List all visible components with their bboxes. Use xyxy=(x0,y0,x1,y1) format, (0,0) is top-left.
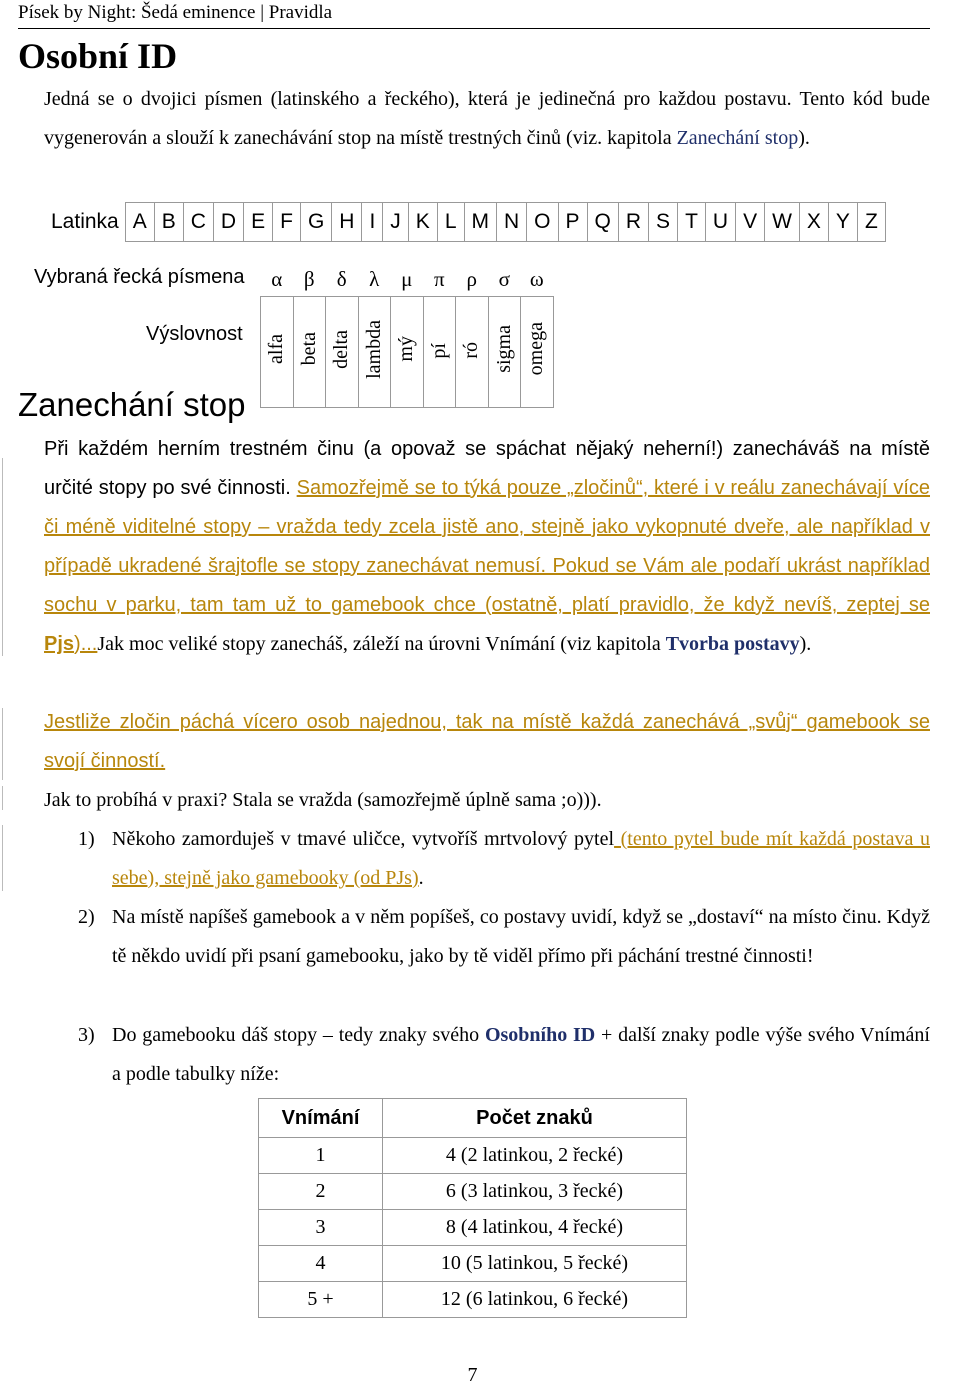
latin-letter-cell: G xyxy=(300,203,331,242)
list-item: 2) Na místě napíšeš gamebook a v něm popíšeš, co postavy uvidí, když se „dostaví“ na místo činu. Když tě někdo uvidí při psaní gamebooku, jako by tě viděl přímo při páchání trestné činnosti! xyxy=(78,906,930,967)
list-item: 1) Někoho zamorduješ v tmavé uličce, vytvoříš mrtvolový pytel (tento pytel bude mít každá postava u sebe), stejně jako gamebooky (od PJs). xyxy=(78,828,930,889)
latin-letter-cell: B xyxy=(154,203,183,242)
paragraph-praxe: Jak to probíhá v praxi? Stala se vražda (samozřejmě úplně sama ;o))). xyxy=(44,789,602,811)
pronunciation-cell xyxy=(391,297,424,408)
latin-letter-cell: E xyxy=(244,203,273,242)
table-row: 4 10 (5 latinkou, 5 řecké) xyxy=(259,1246,687,1282)
greek-letter-cell: δ xyxy=(336,266,347,291)
latin-letter-cell: M xyxy=(464,203,497,242)
greek-letter-cell: ω xyxy=(529,266,544,291)
latin-letter-cell: L xyxy=(437,203,464,242)
latin-alphabet-table xyxy=(44,202,886,242)
pronunciation-label: Výslovnost xyxy=(146,323,243,345)
latin-letter-cell: F xyxy=(273,203,301,242)
table-header: Vnímání xyxy=(259,1099,383,1138)
pronunciation-text: pí xyxy=(427,342,450,359)
latin-letter-cell: W xyxy=(765,203,800,242)
greek-letter-cell: π xyxy=(433,266,445,291)
revision-bar xyxy=(2,708,3,780)
latin-letter-cell: S xyxy=(649,203,678,242)
pronunciation-cell xyxy=(293,297,326,408)
running-header: Písek by Night: Šedá eminence | Pravidla xyxy=(18,2,333,23)
greek-letter-cell: σ xyxy=(498,266,510,291)
latin-letter-cell: Z xyxy=(857,203,885,242)
table-header: Počet znaků xyxy=(383,1099,687,1138)
latin-label: Latinka xyxy=(51,210,119,233)
section-title-osobni-id: Osobní ID xyxy=(18,36,178,76)
latin-letter-cell: V xyxy=(736,203,765,242)
pronunciation-cell xyxy=(423,297,456,408)
greek-letter-cell: μ xyxy=(401,266,413,291)
link-osobni-id[interactable]: Osobního ID xyxy=(484,1024,596,1046)
greek-letter-cell: λ xyxy=(369,266,380,291)
greek-letter-cell: α xyxy=(271,266,283,291)
paragraph-stopy: Při každém herním trestném činu (a opovaž se spáchat nějaký neherní!) zanecháváš na místě určité stopy po své činnosti. Samozřejmě se to týká pouze „zločinů“, které i v reálu zanechávají více či méně viditelné stopy – vražda tedy zcela jistě ano, stejně jako vykopnuté dveře, ale například v případě ukradené šrajtofle se stopy zanechávat nemusí. Pokud se Vám ale podaří ukrást například sochu v parku, tam tam už to gamebook chce (ostatně, platí pravidlo, že když nevíš, zeptej se Pjs)...Jak moc veliké stopy zanecháš, záleží na úrovni Vnímání (viz kapitola Tvorba postavy). xyxy=(44,438,930,655)
pronunciation-text: ró xyxy=(460,341,483,359)
greek-letter-cell: β xyxy=(303,266,315,291)
pronunciation-cell xyxy=(358,297,391,408)
pronunciation-cell xyxy=(488,297,521,408)
link-tvorba-postavy[interactable]: Tvorba postavy xyxy=(665,633,800,655)
latin-letter-cell: U xyxy=(705,203,735,242)
latin-letter-cell: O xyxy=(527,203,558,242)
pronunciation-text: omega xyxy=(525,322,548,376)
pronunciation-cell xyxy=(326,297,359,408)
pronunciation-text: delta xyxy=(330,329,353,369)
greek-letter-cell: ρ xyxy=(466,266,477,291)
table-row: 2 6 (3 latinkou, 3 řecké) xyxy=(259,1174,687,1210)
revision-bar xyxy=(2,786,3,810)
pronunciation-text: alfa xyxy=(265,334,288,364)
latin-letter-cell: X xyxy=(799,203,828,242)
section-title-zanechani-stop: Zanechání stop xyxy=(18,386,246,423)
latin-letter-cell: R xyxy=(618,203,648,242)
latin-letter-cell: T xyxy=(678,203,706,242)
vnimani-table xyxy=(258,1098,687,1318)
latin-letter-cell: C xyxy=(183,203,213,242)
page-number: 7 xyxy=(467,1364,478,1386)
table-row: 3 8 (4 latinkou, 4 řecké) xyxy=(259,1210,687,1246)
pronunciation-cell xyxy=(456,297,489,408)
link-zanechani-stop[interactable]: Zanechání stop xyxy=(676,127,799,149)
latin-letter-cell: J xyxy=(383,203,409,242)
latin-letter-cell: Y xyxy=(828,203,857,242)
latin-letter-cell: A xyxy=(125,203,154,242)
table-row: 5 + 12 (6 latinkou, 6 řecké) xyxy=(259,1282,687,1318)
pronunciation-cell xyxy=(521,297,554,408)
pronunciation-text: lambda xyxy=(362,319,385,379)
greek-letters-table xyxy=(260,262,554,408)
pronunciation-text: beta xyxy=(297,332,320,366)
pronunciation-cell xyxy=(261,297,294,408)
pronunciation-text: sigma xyxy=(492,325,515,373)
latin-letter-cell: H xyxy=(332,203,362,242)
header-rule xyxy=(18,28,930,29)
greek-letters-label: Vybraná řecká písmena xyxy=(34,266,245,288)
latin-letter-cell: Q xyxy=(587,203,618,242)
latin-letter-cell: K xyxy=(408,203,437,242)
paragraph-vicero-osob: Jestliže zločin páchá vícero osob najednou, tak na místě každá zanechává „svůj“ gamebook se svojí činností. xyxy=(44,711,930,772)
latin-letter-cell: I xyxy=(362,203,383,242)
latin-letter-cell: N xyxy=(497,203,527,242)
intro-paragraph: Jedná se o dvojici písmen (latinského a řeckého), která je jedinečná pro každou postavu. Tento kód bude vygenerován a slouží k zanechávání stop na místě trestných činů (viz. kapitola Zanechání stop). xyxy=(44,88,930,149)
revision-bar xyxy=(2,458,3,656)
revision-bar xyxy=(2,825,3,891)
latin-letter-cell: D xyxy=(213,203,243,242)
latin-letter-cell: P xyxy=(558,203,587,242)
table-row: 1 4 (2 latinkou, 2 řecké) xyxy=(259,1138,687,1174)
pronunciation-text: mý xyxy=(395,336,418,362)
list-item: 3) Do gamebooku dáš stopy – tedy znaky svého Osobního ID + další znaky podle výše svého Vnímání a podle tabulky níže: xyxy=(78,1024,930,1085)
